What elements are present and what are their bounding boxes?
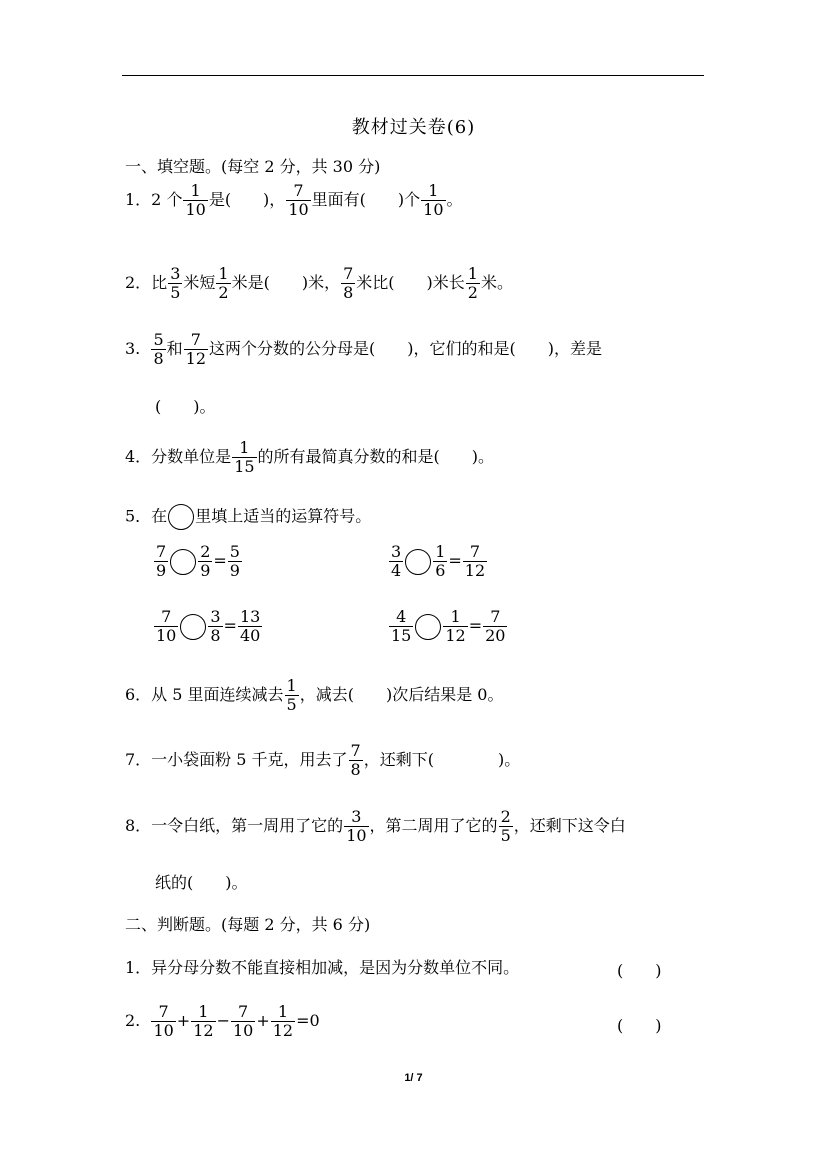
question-2: 2．比 $\frac{3}{5}$ 米短 $\frac{1}{2}$ 米是( )米， $\frac{7}{8}$ 米比( )米长 $\frac{1}{2}$ 米。 <box>125 264 513 302</box>
question-4: 4．分数单位是 $\frac{1}{15}$ 的所有最简真分数的和是( )。 <box>125 438 495 476</box>
question-7: 7．一小袋面粉 5 千克，用去了 $\frac{7}{8}$ ，还剩下( )。 <box>125 741 521 779</box>
fraction: $\frac{1}{5}$ <box>286 676 297 714</box>
expression-1: $\frac{7}{9}$ $\frac{2}{9}$ = $\frac{5}{9}$ <box>156 542 240 580</box>
judge-question-2: 2. $\frac{7}{10}$ + $\frac{1}{12}$ − $\frac{7}{10}$ + $\frac{1}{12}$ =0 <box>125 1002 320 1040</box>
circle-blank-icon <box>168 504 194 530</box>
fraction: $\frac{7}{8}$ <box>350 741 361 779</box>
question-8: 8．一令白纸，第一周用了它的 $\frac{3}{10}$ ，第二周用了它的 $\frac{2}{5}$ ，还剩下这令白 <box>125 807 626 845</box>
judge-answer-blank-1[interactable]: ( ) <box>617 961 662 980</box>
judge-question-1: 1．异分母分数不能直接相加减，是因为分数单位不同。 <box>125 958 520 977</box>
expression-2: $\frac{3}{4}$ $\frac{1}{6}$ = $\frac{7}{12}$ <box>391 542 486 580</box>
question-3: 3. $\frac{5}{8}$ 和 $\frac{7}{12}$ 这两个分数的公分母是( )，它们的和是( )，差是 <box>125 330 602 368</box>
fraction: $\frac{5}{8}$ <box>153 330 164 368</box>
section2-heading: 二、判断题。(每题 2 分，共 6 分) <box>125 915 371 934</box>
fraction: $\frac{1}{10}$ <box>423 181 444 219</box>
question-8-continuation: 纸的( )。 <box>155 873 248 892</box>
fraction: $\frac{2}{5}$ <box>500 807 511 845</box>
expression-4: $\frac{4}{15}$ $\frac{1}{12}$ = $\frac{7}{20}$ <box>391 607 506 645</box>
section1-heading: 一、填空题。(每空 2 分，共 30 分) <box>125 157 381 176</box>
page-number: 1/ 7 <box>404 1072 423 1084</box>
fraction: $\frac{1}{2}$ <box>218 264 229 302</box>
operator-circle-icon[interactable] <box>180 614 206 640</box>
fraction: $\frac{3}{5}$ <box>170 264 181 302</box>
fraction: $\frac{1}{2}$ <box>467 264 478 302</box>
fraction: $\frac{7}{8}$ <box>343 264 354 302</box>
judge-answer-blank-2[interactable]: ( ) <box>617 1016 662 1035</box>
fraction: $\frac{3}{10}$ <box>346 807 367 845</box>
operator-circle-icon[interactable] <box>405 549 431 575</box>
operator-circle-icon[interactable] <box>170 549 196 575</box>
top-rule <box>122 75 704 76</box>
question-3-continuation: ( )。 <box>155 397 216 416</box>
question-1: 1．2 个 $\frac{1}{10}$ 是( )， $\frac{7}{10}$ 里面有( )个 $\frac{1}{10}$ 。 <box>125 181 463 219</box>
expression-3: $\frac{7}{10}$ $\frac{3}{8}$ = $\frac{13}{40}$ <box>156 607 261 645</box>
operator-circle-icon[interactable] <box>415 614 441 640</box>
fraction: $\frac{7}{10}$ <box>288 181 309 219</box>
fraction: $\frac{1}{10}$ <box>185 181 206 219</box>
question-5: 5．在 里填上适当的运算符号。 <box>125 504 371 530</box>
question-6: 6．从 5 里面连续减去 $\frac{1}{5}$ ，减去( )次后结果是 0。 <box>125 676 504 714</box>
fraction: $\frac{7}{12}$ <box>185 330 206 368</box>
page-title: 教材过关卷(6) <box>351 117 476 138</box>
fraction: $\frac{1}{15}$ <box>234 438 255 476</box>
